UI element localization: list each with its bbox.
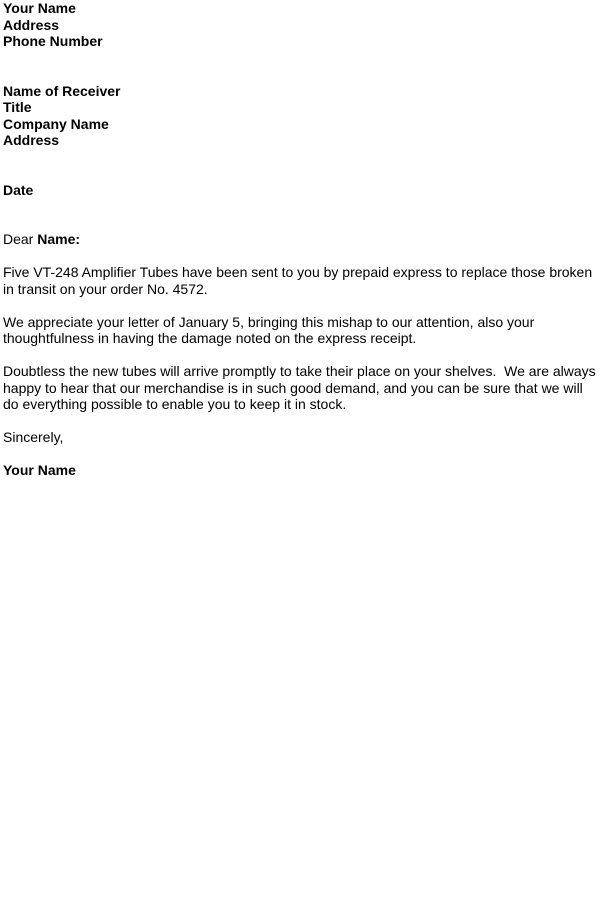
receiver-address: Address: [3, 132, 60, 148]
receiver-block: [3, 83, 613, 149]
body-line: in transit on your order No. 4572.: [3, 280, 208, 297]
receiver-name: Name of Receiver: [3, 82, 121, 99]
signature: Your Name: [3, 462, 76, 478]
body-line: We appreciate your letter of January 5, bringing this mishap to our attention, also your: [3, 313, 535, 330]
sender-block: [3, 0, 613, 50]
letter-body: [3, 264, 613, 413]
receiver-company: Company Name: [3, 115, 109, 132]
date: Date: [3, 181, 34, 198]
body-paragraph: [3, 363, 613, 413]
body-line: happy to hear that our merchandise is in such good demand, and you can be sure that we will: [3, 379, 583, 396]
body-line: Five VT-248 Amplifier Tubes have been sent to you by prepaid express to replace those broken: [3, 264, 593, 280]
sender-name: Your Name: [3, 0, 76, 16]
sender-address: Address: [3, 16, 60, 33]
salutation-greeting: Dear: [3, 231, 34, 247]
closing-block: [3, 429, 613, 446]
salutation-name: Name:: [37, 231, 81, 247]
body-line: do everything possible to enable you to keep it in stock.: [3, 396, 347, 412]
salutation: [3, 231, 613, 248]
body-line: Doubtless the new tubes will arrive promptly to take their place on your shelves. We are always: [3, 363, 596, 379]
body-paragraph: [3, 264, 613, 297]
body-paragraph: [3, 314, 613, 347]
signature-block: [3, 462, 613, 479]
letter: [3, 0, 613, 479]
sender-phone: Phone Number: [3, 33, 103, 49]
date-block: [3, 182, 613, 199]
closing: Sincerely,: [3, 429, 64, 445]
body-line: thoughtfulness in having the damage noted on the express receipt.: [3, 330, 417, 346]
receiver-title: Title: [3, 99, 32, 115]
